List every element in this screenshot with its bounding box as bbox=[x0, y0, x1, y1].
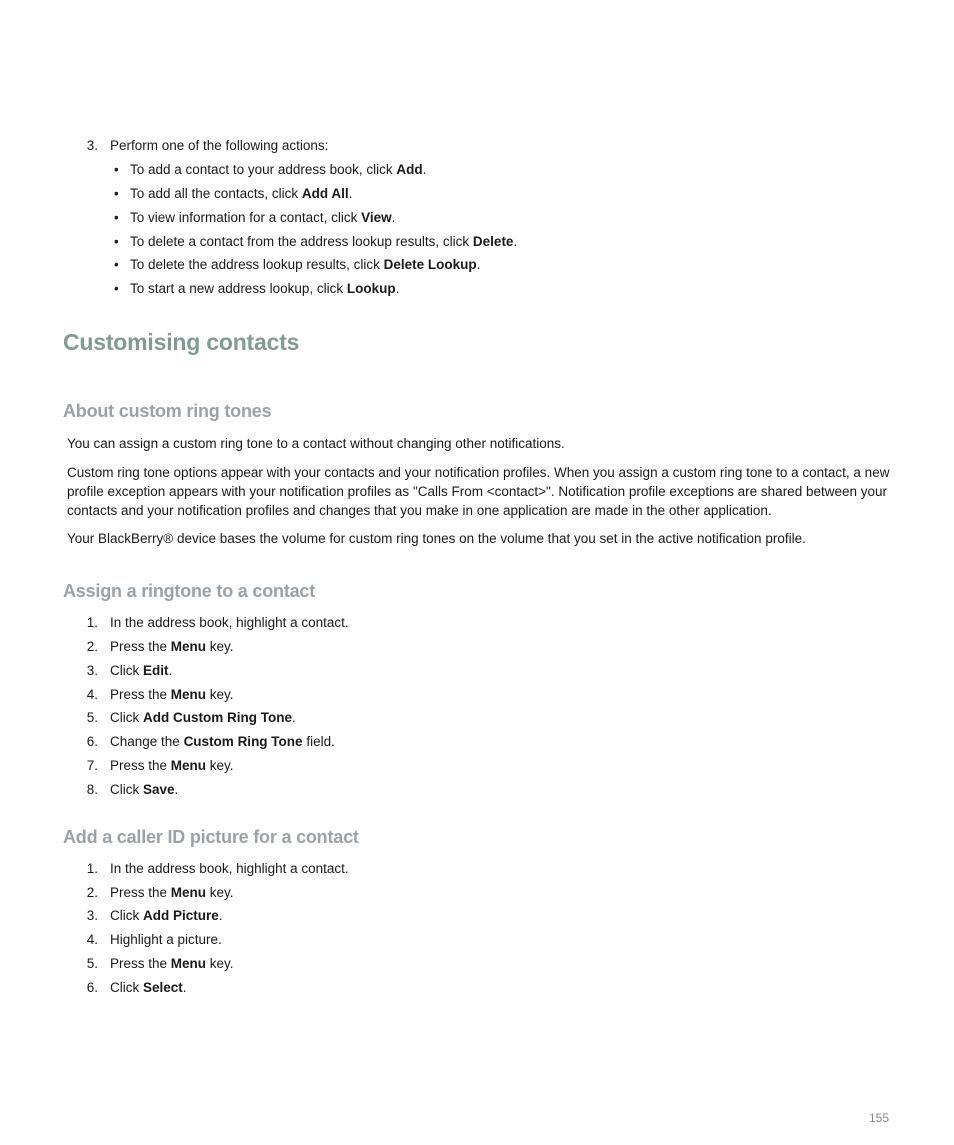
step-text: In the address book, highlight a contact. bbox=[110, 861, 349, 876]
step-number: 3. bbox=[86, 138, 98, 153]
step-text: Press the bbox=[110, 687, 171, 702]
paragraph: You can assign a custom ring tone to a contact without changing other notifications. bbox=[67, 436, 565, 451]
step-text: . bbox=[174, 782, 179, 797]
section-title: Customising contacts bbox=[63, 329, 300, 355]
step-text: . bbox=[218, 908, 223, 923]
ui-label: Add All bbox=[301, 186, 349, 201]
step-number: 5. bbox=[86, 956, 98, 971]
bullet-text: To start a new address lookup, click bbox=[130, 281, 347, 296]
step-number: 3. bbox=[86, 663, 98, 678]
subsection-heading: About custom ring tones bbox=[63, 401, 272, 421]
bullet-text: To delete the address lookup results, click bbox=[130, 257, 384, 272]
ui-label: Lookup bbox=[346, 281, 396, 296]
step-number: 2. bbox=[86, 885, 98, 900]
page-number: 155 bbox=[869, 1111, 890, 1125]
punctuation: . bbox=[476, 257, 481, 272]
step-number: 7. bbox=[86, 758, 98, 773]
step-number: 3. bbox=[86, 908, 98, 923]
step-text: . bbox=[182, 980, 187, 995]
bullet-icon: • bbox=[114, 281, 119, 296]
ui-label: Menu bbox=[170, 758, 207, 773]
bullet-text: To delete a contact from the address lookup results, click bbox=[130, 234, 473, 249]
step-number: 5. bbox=[86, 710, 98, 725]
step-text: . bbox=[168, 663, 173, 678]
step-text: Click bbox=[110, 710, 143, 725]
ui-label: Delete bbox=[472, 234, 514, 249]
step-text: Press the bbox=[110, 956, 171, 971]
step-text: key. bbox=[206, 956, 234, 971]
step-text: Press the bbox=[110, 885, 171, 900]
step-text: Perform one of the following actions: bbox=[110, 138, 329, 153]
ui-label: Add bbox=[396, 162, 423, 177]
paragraph: Your BlackBerry® device bases the volume for custom ring tones on the volume that you set in the active notification profile. bbox=[67, 531, 806, 546]
subsection-heading: Assign a ringtone to a contact bbox=[63, 581, 316, 601]
ui-label: Menu bbox=[170, 956, 207, 971]
step-number: 2. bbox=[86, 639, 98, 654]
punctuation: . bbox=[422, 162, 427, 177]
step-text: Press the bbox=[110, 758, 171, 773]
step-text: key. bbox=[206, 758, 234, 773]
punctuation: . bbox=[395, 281, 400, 296]
paragraph: Custom ring tone options appear with your contacts and your notification profiles. When you assign a custom ring tone to a contact, a new profile exception appears with your notification profiles as "Calls From <contact>". Notification profile exceptions are shared between your contacts and your notification profiles and changes that you make in one application are made in the other application. bbox=[67, 465, 890, 518]
step-text: Click bbox=[110, 980, 143, 995]
bullet-icon: • bbox=[114, 257, 119, 272]
step-text: key. bbox=[206, 885, 234, 900]
ui-label: Save bbox=[143, 782, 175, 797]
step-number: 1. bbox=[86, 861, 98, 876]
step-text: key. bbox=[206, 687, 234, 702]
step-number: 4. bbox=[86, 932, 98, 947]
step-number: 1. bbox=[86, 615, 98, 630]
subsection-heading: Add a caller ID picture for a contact bbox=[63, 827, 359, 847]
ui-label: Delete Lookup bbox=[383, 257, 477, 272]
bullet-icon: • bbox=[114, 234, 119, 249]
step-number: 6. bbox=[86, 734, 98, 749]
step-text: Click bbox=[110, 908, 143, 923]
punctuation: . bbox=[391, 210, 396, 225]
punctuation: . bbox=[513, 234, 518, 249]
step-text: Press the bbox=[110, 639, 171, 654]
bullet-icon: • bbox=[114, 186, 119, 201]
ui-label: View bbox=[361, 210, 392, 225]
step-text: . bbox=[291, 710, 296, 725]
step-text: Change the bbox=[110, 734, 184, 749]
ui-label: Edit bbox=[143, 663, 169, 678]
step-number: 4. bbox=[86, 687, 98, 702]
step-number: 6. bbox=[86, 980, 98, 995]
ui-label: Add Custom Ring Tone bbox=[143, 710, 292, 725]
ui-label: Custom Ring Tone bbox=[183, 734, 303, 749]
step-number: 8. bbox=[86, 782, 98, 797]
step-text: Click bbox=[110, 782, 143, 797]
step-text: Click bbox=[110, 663, 143, 678]
ui-label: Menu bbox=[170, 639, 207, 654]
ui-label: Select bbox=[143, 980, 183, 995]
ui-label: Add Picture bbox=[143, 908, 219, 923]
step-text: In the address book, highlight a contact. bbox=[110, 615, 349, 630]
bullet-text: To add all the contacts, click bbox=[130, 186, 302, 201]
punctuation: . bbox=[348, 186, 353, 201]
ui-label: Menu bbox=[170, 687, 207, 702]
step-text: field. bbox=[302, 734, 335, 749]
bullet-text: To add a contact to your address book, click bbox=[130, 162, 397, 177]
ui-label: Menu bbox=[170, 885, 207, 900]
bullet-text: To view information for a contact, click bbox=[130, 210, 362, 225]
step-text: Highlight a picture. bbox=[110, 932, 222, 947]
bullet-icon: • bbox=[114, 210, 119, 225]
bullet-icon: • bbox=[114, 162, 119, 177]
step-text: key. bbox=[206, 639, 234, 654]
